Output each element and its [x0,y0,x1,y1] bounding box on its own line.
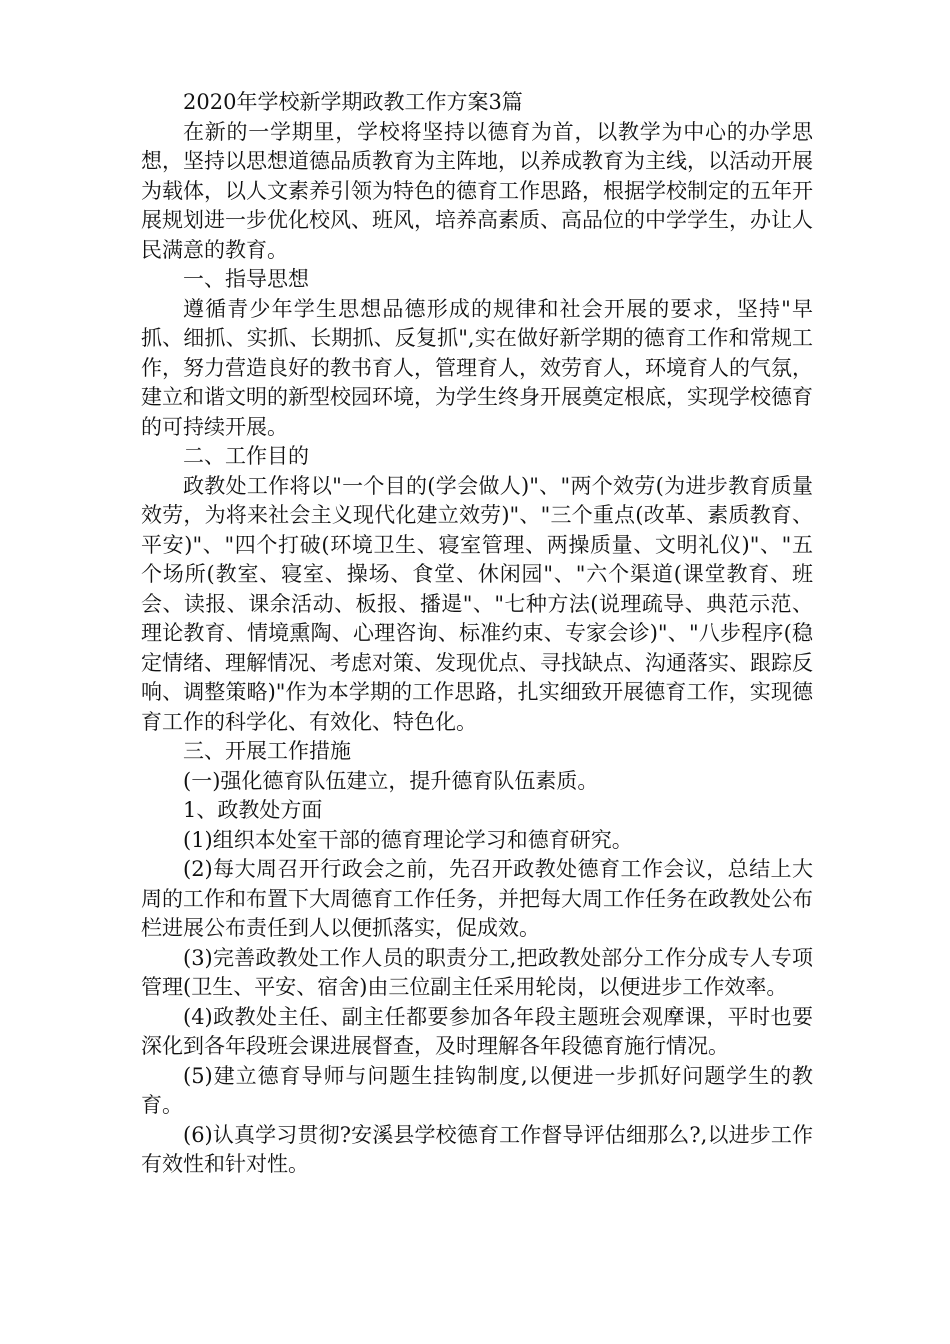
document-page [141,88,813,1180]
subsection-heading-office: 1、政教处方面 [183,798,323,822]
list-item-4: (4)政教处主任、副主任都要参加各年段主题班会观摩课，平时也要深化到各年段班会课进展督查，及时理解各年段德育施行情况。 [141,1004,813,1058]
intro-paragraph: 在新的一学期里，学校将坚持以德育为首，以教学为中心的办学思想，坚持以思想道德品质教育为主阵地，以养成教育为主线，以活动开展为载体，以人文素养引领为特色的德育工作思路，根据学校制定的五年开展规划进一步优化校风、班风，培养高素质、高品位的中学学生，办让人民满意的教育。 [141,119,813,262]
list-item-1: (1)组织本处室干部的德育理论学习和德育研究。 [183,827,633,852]
guiding-thought-paragraph: 遵循青少年学生思想品德形成的规律和社会开展的要求，坚持"早抓、细抓、实抓、长期抓、反复抓",实在做好新学期的德育工作和常规工作，努力营造良好的教书育人，管理育人，效劳育人，环境育人的气氛，建立和谐文明的新型校园环境，为学生终身开展奠定根底，实现学校德育的可持续开展。 [141,296,813,439]
list-item-3: (3)完善政教处工作人员的职责分工,把政教处部分工作分成专人专项管理(卫生、平安、宿舍)由三位副主任采用轮岗，以便进步工作效率。 [141,945,813,999]
list-item-6: (6)认真学习贯彻?安溪县学校德育工作督导评估细那么?,以进步工作有效性和针对性。 [141,1122,813,1176]
section-heading-work-goals: 二、工作目的 [183,444,309,468]
section-heading-guiding-thought: 一、指导思想 [183,267,309,291]
list-item-2: (2)每大周召开行政会之前，先召开政教处德育工作会议，总结上大周的工作和布置下大周德育工作任务，并把每大周工作任务在政教处公布栏进展公布责任到人以便抓落实，促成效。 [141,857,813,940]
list-item-5: (5)建立德育导师与问题生挂钩制度,以便进一步抓好问题学生的教育。 [141,1063,813,1117]
work-goals-paragraph: 政教处工作将以"一个目的(学会做人)"、"两个效劳(为进步教育质量效劳，为将来社会主义现代化建立效劳)"、"三个重点(改革、素质教育、平安)"、"四个打破(环境卫生、寝室管理、两操质量、文明礼仪)"、"五个场所(教室、寝室、操场、食堂、休闲园"、"六个渠道(课堂教育、班会、读报、课余活动、板报、播遈"、"七种方法(说理疏导、典范示范、理论教育、情境熏陶、心理咨询、标准约束、专家会诊)"、"八步程序(稳定情绪、理解情况、考虑对策、发现优点、寻找缺点、沟通落实、跟踪反响、调整策略)"作为本学期的工作思路，扎实细致开展德育工作，实现德育工作的科学化、有效化、特色化。 [141,473,813,734]
section-heading-measures: 三、开展工作措施 [183,739,351,763]
document-title: 2020年学校新学期政教工作方案3篇 [183,90,523,114]
subsection-heading-team-building: (一)强化德育队伍建立，提升德育队伍素质。 [183,768,599,793]
